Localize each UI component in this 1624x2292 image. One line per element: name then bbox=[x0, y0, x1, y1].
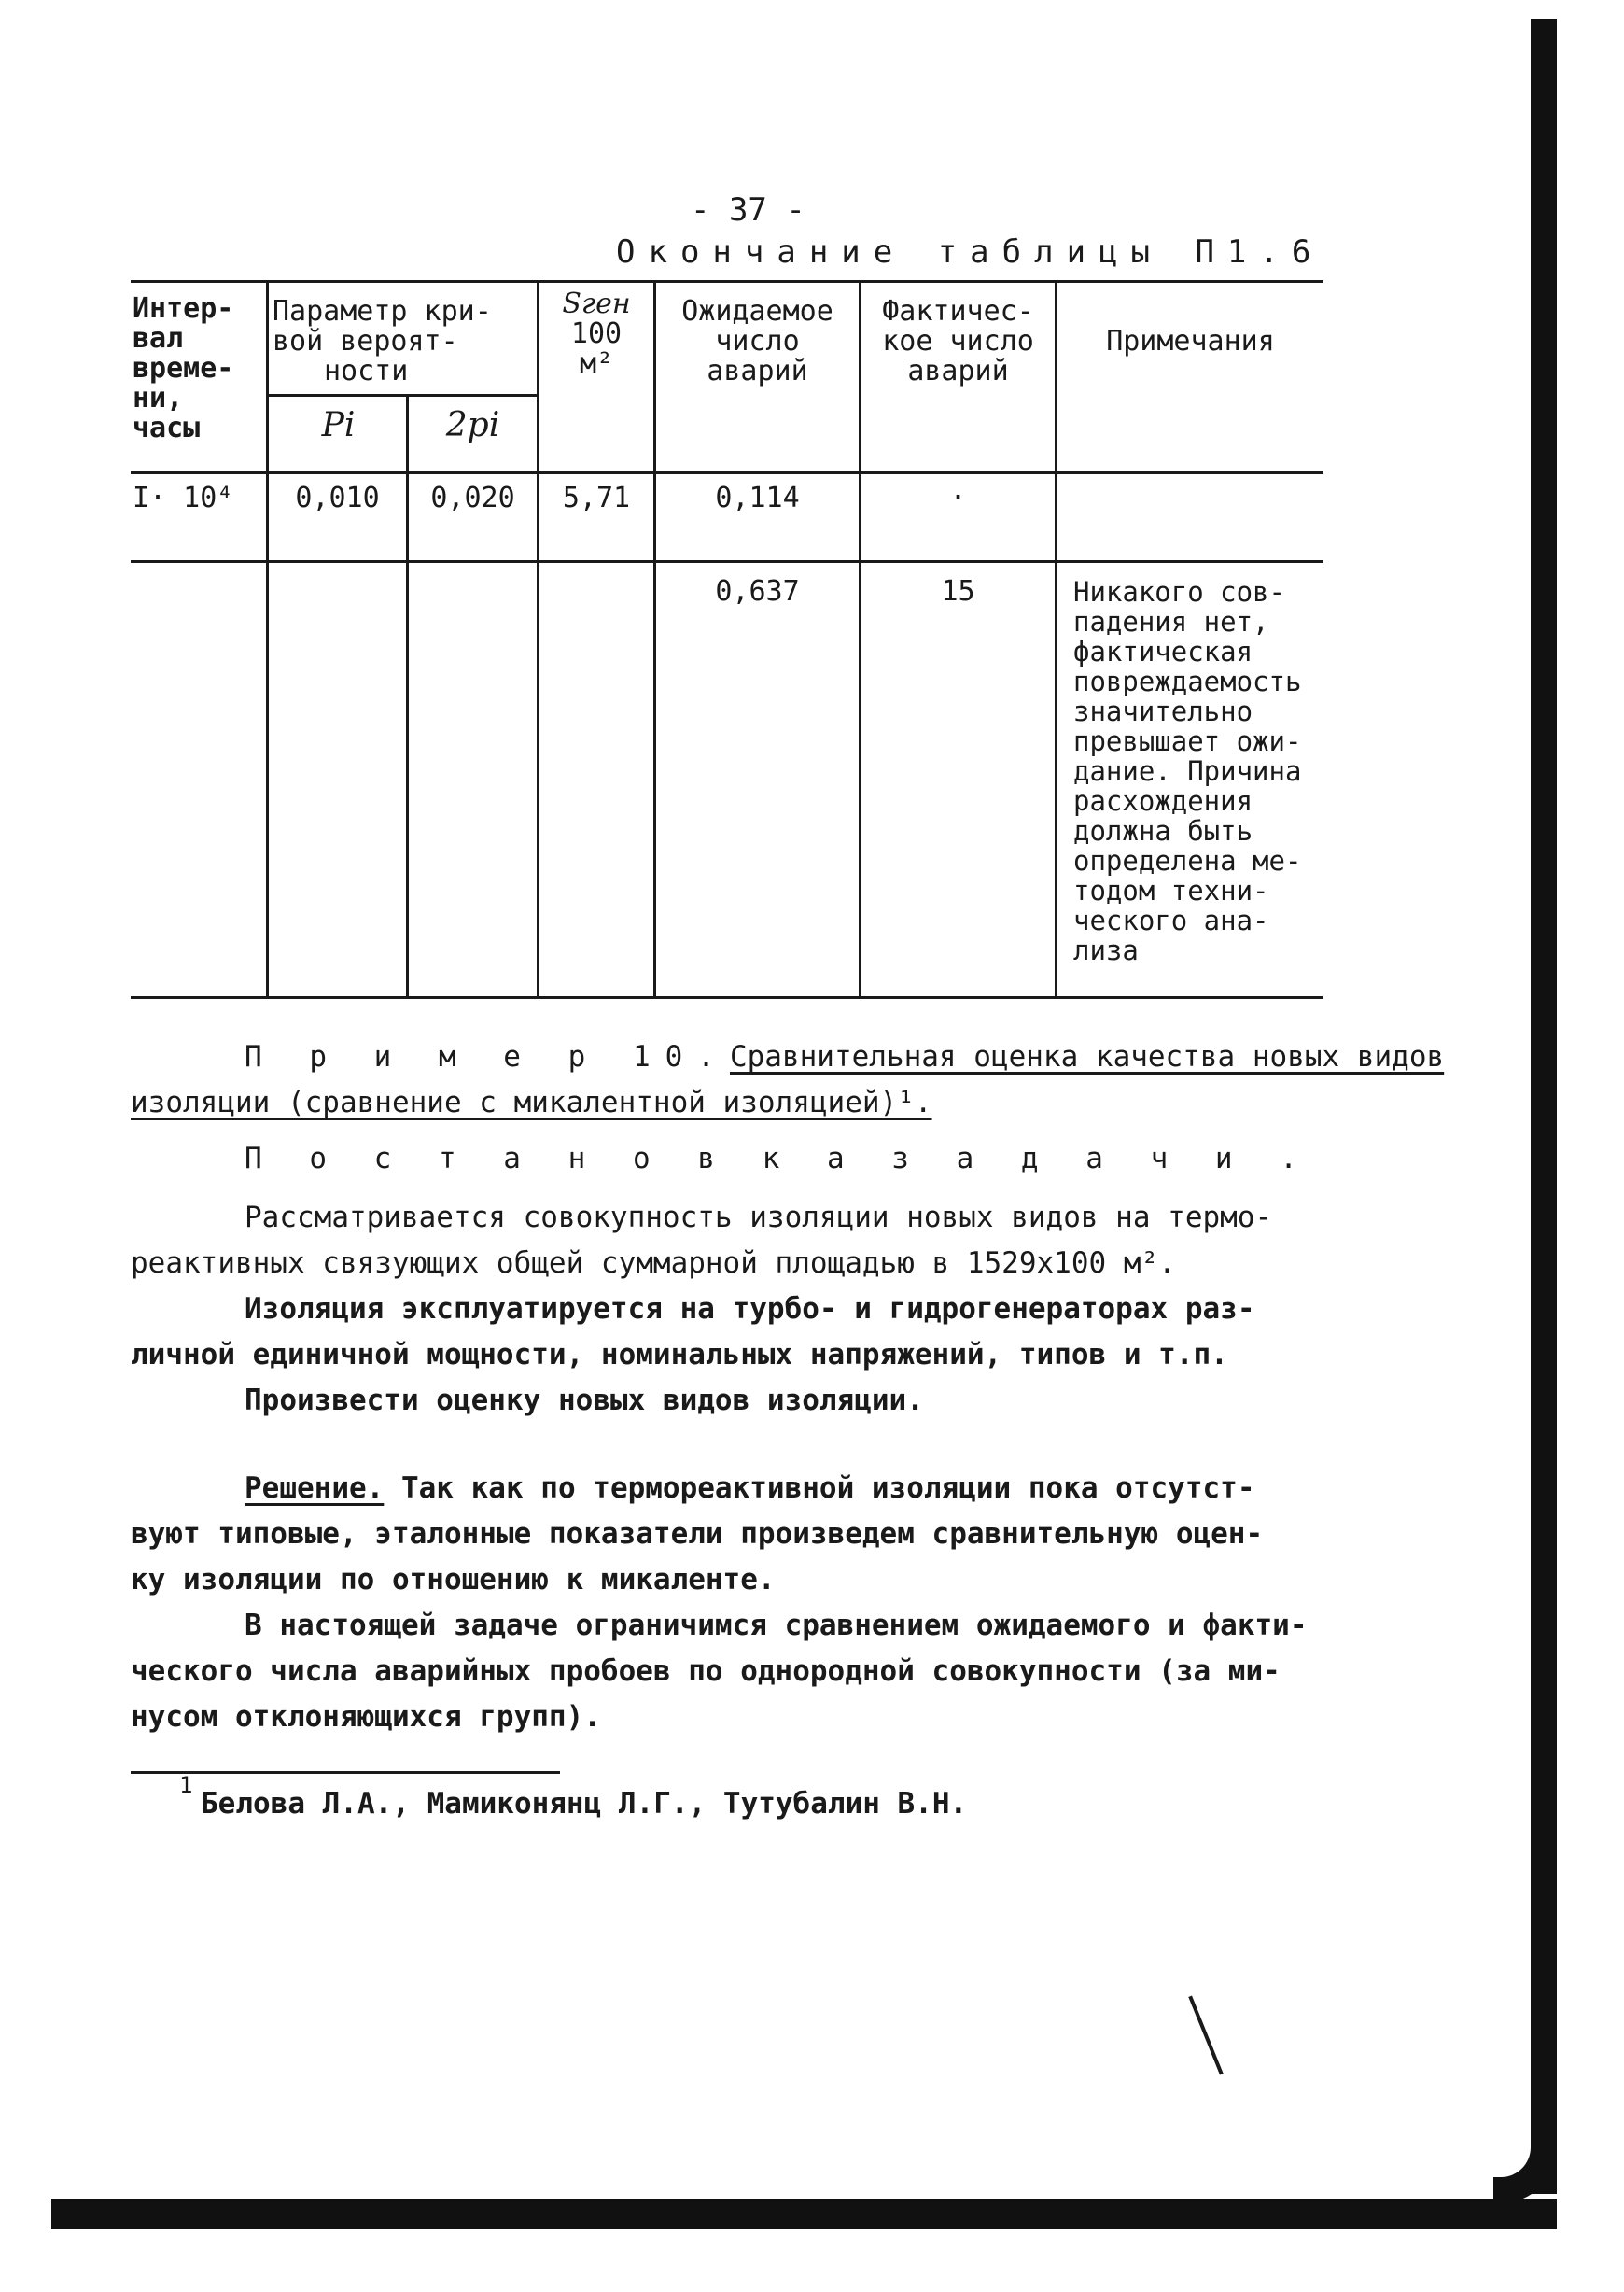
header-p-i: Pi bbox=[321, 406, 356, 444]
solution-line3: ку изоляции по отношению к микаленте. bbox=[131, 1563, 776, 1596]
header-interval: Интер- вал време- ни, часы bbox=[133, 292, 234, 444]
col-divider-6 bbox=[1055, 280, 1057, 999]
header-s-gen: Sген 100 м² bbox=[562, 288, 631, 380]
footnote-mark: 1 bbox=[179, 1772, 193, 1798]
row1-2p-i: 0,020 bbox=[430, 482, 515, 514]
table-bottom-rule bbox=[131, 996, 1323, 999]
solution2-line3: нусом отклоняющихся групп). bbox=[131, 1700, 601, 1734]
scan-edge-right bbox=[1531, 19, 1557, 2194]
example-heading-line1 bbox=[245, 1034, 1444, 1080]
scan-edge-bottom bbox=[51, 2199, 1557, 2229]
para2-line2: личной единичной мощности, номинальных напряжений, типов и т.п. bbox=[131, 1338, 1228, 1371]
solution2-line2: ческого числа аварийных пробоев по однородной совокупности (за ми- bbox=[131, 1654, 1281, 1688]
col-divider-4 bbox=[653, 280, 656, 999]
para1-line1: Рассматривается совокупность изоляции новых видов на термо- bbox=[245, 1201, 1273, 1234]
row2-actual: 15 bbox=[941, 575, 975, 608]
scan-stroke-mark bbox=[1188, 1996, 1223, 2075]
header-actual: Фактичес- кое число аварий bbox=[882, 295, 1034, 387]
row1-bottom-rule bbox=[131, 560, 1323, 563]
section-heading: П о с т а н о в к а з а д а ч и . bbox=[245, 1142, 1312, 1175]
solution-line1-text: Так как по термореактивной изоляции пока отсутст- bbox=[384, 1471, 1255, 1505]
example-title-part1: Сравнительная оценка качества новых видов bbox=[729, 1040, 1445, 1074]
row1-actual: · bbox=[949, 482, 967, 514]
header-2p-i: 2pi bbox=[445, 406, 500, 444]
footnote-rule bbox=[131, 1771, 560, 1774]
header-expected: Ожидаемое число аварий bbox=[681, 295, 833, 387]
col-divider-1 bbox=[266, 280, 269, 999]
row1-s-gen: 5,71 bbox=[562, 482, 631, 514]
example-label: П р и м е р 10. bbox=[245, 1040, 730, 1074]
para1-line2: реактивных связующих общей суммарной площадью в 1529x100 м². bbox=[131, 1246, 1176, 1280]
solution-line1 bbox=[245, 1466, 1255, 1512]
row2-expected: 0,637 bbox=[715, 575, 800, 608]
row1-expected: 0,114 bbox=[715, 482, 800, 514]
table-caption: Окончание таблицы П1.6 bbox=[616, 233, 1324, 271]
row1-p-i: 0,010 bbox=[295, 482, 380, 514]
param-subheader-rule bbox=[266, 394, 537, 397]
solution-label: Решение. bbox=[245, 1471, 385, 1505]
footnote-text: Белова Л.А., Мамиконянц Л.Г., Тутубалин В.Н. bbox=[201, 1787, 968, 1821]
solution-line2: вуют типовые, эталонные показатели произведем сравнительную оцен- bbox=[131, 1517, 1264, 1551]
scan-edge-corner bbox=[1493, 2147, 1557, 2203]
solution2-line1: В настоящей задаче ограничимся сравнением ожидаемого и факти- bbox=[245, 1609, 1308, 1642]
data-table bbox=[131, 280, 1323, 999]
page-number: - 37 - bbox=[691, 191, 805, 229]
col-divider-3 bbox=[537, 280, 539, 999]
header-bottom-rule bbox=[131, 471, 1323, 474]
header-param-group: Параметр кри- вой вероят- ности bbox=[273, 295, 492, 387]
para2-line1: Изоляция эксплуатируется на турбо- и гидрогенераторах раз- bbox=[245, 1292, 1255, 1326]
row2-notes: Никакого сов- падения нет, фактическая повреждаемость значительно превышает ожи- дание. Причина расхождения должна быть определена ме- тодом техни- ческого ана- лиза bbox=[1073, 576, 1302, 966]
header-notes: Примечания bbox=[1106, 325, 1275, 358]
example-title-part2: изоляции (сравнение с микалентной изоляцией)¹. bbox=[131, 1086, 932, 1119]
para3-line1: Произвести оценку новых видов изоляции. bbox=[245, 1384, 924, 1417]
col-divider-5 bbox=[859, 280, 861, 999]
table-top-rule bbox=[131, 280, 1323, 283]
row1-interval: I· 10⁴ bbox=[133, 482, 234, 514]
